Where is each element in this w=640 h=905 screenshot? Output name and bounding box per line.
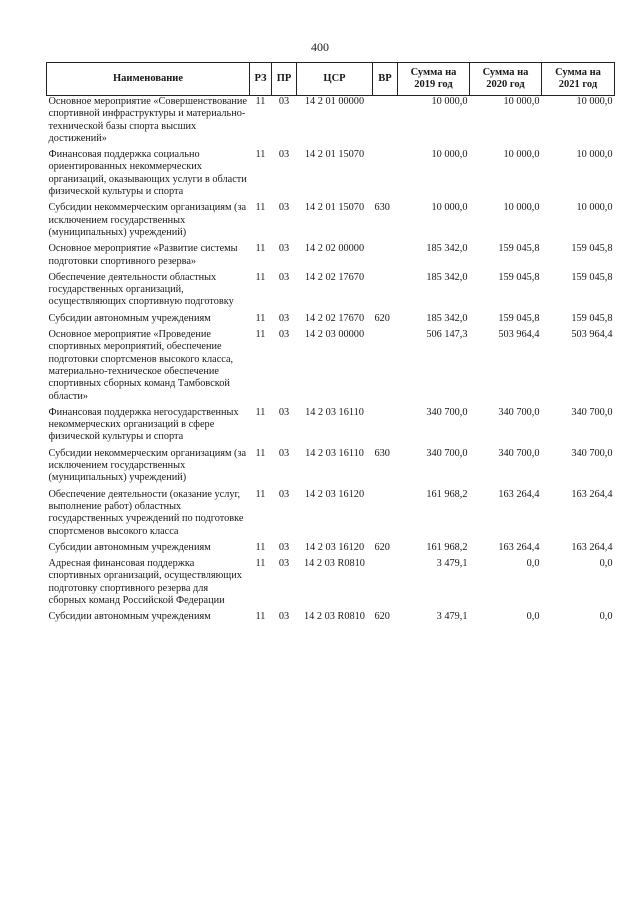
- row-name: Основное мероприятие «Проведение спортивных мероприятий, обеспечение подготовки спортсменов высокого класса, материально-техническое обеспечение спортивных сборных команд Тамбовской области»: [48, 329, 234, 402]
- row-rz: 11: [255, 202, 266, 214]
- row-sum-2021: 10 000,0: [576, 149, 613, 161]
- row-vr: [373, 149, 398, 202]
- row-sum-2020: 163 264,4: [498, 488, 540, 500]
- row-rz: 11: [255, 312, 266, 324]
- row-vr: 630: [374, 447, 390, 459]
- header-sum-2019: Сумма на 2019 год: [398, 63, 470, 96]
- row-csr: 14 2 01 15070: [304, 149, 365, 161]
- row-rz: 11: [255, 406, 266, 418]
- table-row: [47, 272, 615, 313]
- table-row: [47, 542, 615, 558]
- row-name: Субсидии некоммерческим организациям (за исключением государственных (муниципальных) учреждений): [48, 202, 247, 238]
- row-sum-2021: 340 700,0: [571, 447, 613, 459]
- row-sum-2020: 159 045,8: [498, 243, 540, 255]
- row-sum-2020: 159 045,8: [498, 312, 540, 324]
- row-csr: 14 2 01 15070: [304, 202, 365, 214]
- row-sum-2019: 185 342,0: [426, 312, 468, 324]
- table-row: [47, 611, 615, 627]
- row-sum-2021: 10 000,0: [576, 96, 613, 107]
- row-csr: 14 2 01 00000: [304, 96, 365, 107]
- row-rz: 11: [255, 271, 266, 283]
- row-vr: [373, 243, 398, 272]
- row-sum-2019: 340 700,0: [426, 406, 468, 418]
- table-row: [47, 407, 615, 448]
- row-sum-2019: 340 700,0: [426, 447, 468, 459]
- header-csr: ЦСР: [297, 63, 373, 96]
- row-vr: [373, 329, 398, 407]
- row-csr: 14 2 03 16120: [304, 488, 365, 500]
- row-sum-2019: 185 342,0: [426, 243, 468, 255]
- row-pr: 03: [278, 271, 290, 283]
- row-csr: 14 2 03 16110: [305, 447, 364, 459]
- row-sum-2019: 10 000,0: [431, 149, 468, 161]
- table-row: [47, 149, 615, 202]
- row-sum-2021: 159 045,8: [571, 243, 613, 255]
- row-pr: 03: [278, 488, 290, 500]
- row-sum-2019: 185 342,0: [426, 271, 468, 283]
- row-pr: 03: [278, 329, 290, 341]
- row-sum-2019: 506 147,3: [426, 329, 468, 341]
- row-name: Субсидии некоммерческим организациям (за исключением государственных (муниципальных) учреждений): [48, 447, 247, 484]
- table-row: [47, 448, 615, 489]
- row-sum-2021: 159 045,8: [571, 271, 613, 283]
- row-sum-2020: 10 000,0: [503, 96, 540, 107]
- row-rz: 11: [255, 488, 266, 500]
- row-sum-2020: 10 000,0: [503, 202, 540, 214]
- row-csr: 14 2 03 R0810: [304, 611, 365, 623]
- row-sum-2019: 161 968,2: [426, 541, 468, 553]
- row-sum-2021: 163 264,4: [571, 488, 613, 500]
- row-sum-2019: 161 968,2: [426, 488, 468, 500]
- row-pr: 03: [278, 541, 290, 553]
- row-name: Финансовая поддержка социально ориентированных некоммерческих организаций, оказывающих услуги в области физической культуры и спорта: [48, 149, 247, 198]
- row-csr: 14 2 03 16110: [305, 406, 364, 418]
- row-rz: 11: [255, 447, 266, 459]
- row-vr: [373, 96, 398, 150]
- row-pr: 03: [278, 406, 290, 418]
- row-sum-2020: 0,0: [526, 611, 540, 623]
- row-name: Субсидии автономным учреждениям: [48, 611, 211, 623]
- row-vr: [373, 272, 398, 313]
- row-vr: [373, 407, 398, 448]
- header-sum-2021: Сумма на 2021 год: [542, 63, 615, 96]
- row-sum-2020: 340 700,0: [498, 406, 540, 418]
- row-rz: 11: [255, 243, 266, 255]
- row-name: Обеспечение деятельности (оказание услуг, выполнение работ) областных государственных учреждений по подготовке спортсменов высокого класса: [48, 488, 244, 537]
- table-row: [47, 313, 615, 329]
- row-pr: 03: [278, 243, 290, 255]
- row-name: Адресная финансовая поддержка спортивных организаций, осуществляющих подготовку спортивного резерва для сборных команд Российской Федерации: [48, 558, 242, 606]
- header-pr: ПР: [272, 63, 297, 96]
- row-pr: 03: [278, 149, 290, 161]
- row-pr: 03: [278, 202, 290, 214]
- row-vr: 620: [374, 611, 390, 623]
- row-sum-2019: 3 479,1: [436, 611, 468, 623]
- header-vr: ВР: [373, 63, 398, 96]
- table-row: [47, 96, 615, 150]
- row-vr: [373, 489, 398, 542]
- row-rz: 11: [255, 96, 266, 107]
- row-sum-2020: 0,0: [526, 558, 540, 570]
- row-sum-2020: 163 264,4: [498, 541, 540, 553]
- table-row: [47, 329, 615, 407]
- page-number: 400: [311, 40, 329, 54]
- row-rz: 11: [255, 541, 266, 553]
- row-csr: 14 2 02 17670: [304, 312, 365, 324]
- row-pr: 03: [278, 447, 290, 459]
- header-sum-2020: Сумма на 2020 год: [470, 63, 542, 96]
- table-row: [47, 202, 615, 243]
- row-rz: 11: [255, 558, 266, 570]
- row-sum-2021: 340 700,0: [571, 406, 613, 418]
- row-sum-2020: 10 000,0: [503, 149, 540, 161]
- row-vr: 620: [374, 541, 390, 553]
- row-csr: 14 2 03 16120: [304, 541, 365, 553]
- budget-table: [46, 62, 615, 628]
- row-sum-2021: 0,0: [599, 558, 613, 570]
- row-name: Обеспечение деятельности областных государственных организаций, осуществляющих спортивную подготовку: [48, 271, 234, 308]
- table-row: [47, 558, 615, 611]
- row-sum-2021: 159 045,8: [571, 312, 613, 324]
- row-sum-2021: 163 264,4: [571, 541, 613, 553]
- header-rz: РЗ: [250, 63, 272, 96]
- row-name: Финансовая поддержка негосударственных некоммерческих организаций в сфере физической культуры и спорта: [48, 406, 239, 443]
- row-sum-2020: 340 700,0: [498, 447, 540, 459]
- row-sum-2019: 3 479,1: [436, 558, 468, 570]
- header-name: Наименование: [47, 63, 250, 96]
- row-sum-2021: 503 964,4: [571, 329, 613, 341]
- row-rz: 11: [255, 611, 266, 623]
- row-name: Субсидии автономным учреждениям: [48, 312, 211, 324]
- row-sum-2019: 10 000,0: [431, 96, 468, 107]
- row-vr: [373, 558, 398, 611]
- row-rz: 11: [255, 149, 266, 161]
- row-pr: 03: [278, 611, 290, 623]
- row-sum-2021: 0,0: [599, 611, 613, 623]
- table-header-row: [47, 63, 615, 96]
- row-vr: 630: [374, 202, 390, 214]
- row-pr: 03: [278, 312, 290, 324]
- row-sum-2020: 503 964,4: [498, 329, 540, 341]
- row-pr: 03: [278, 96, 290, 107]
- row-pr: 03: [278, 558, 290, 570]
- table-body: [47, 96, 615, 628]
- row-csr: 14 2 02 17670: [304, 271, 365, 283]
- row-sum-2020: 159 045,8: [498, 271, 540, 283]
- row-csr: 14 2 03 R0810: [304, 558, 365, 570]
- row-name: Основное мероприятие «Совершенствование спортивной инфраструктуры и материально-технической базы спорта высших достижений»: [48, 96, 247, 144]
- row-csr: 14 2 03 00000: [304, 329, 365, 341]
- row-name: Субсидии автономным учреждениям: [48, 541, 211, 553]
- row-name: Основное мероприятие «Развитие системы подготовки спортивного резерва»: [48, 243, 238, 267]
- row-csr: 14 2 02 00000: [304, 243, 365, 255]
- row-vr: 620: [374, 312, 390, 324]
- row-sum-2021: 10 000,0: [576, 202, 613, 214]
- row-rz: 11: [255, 329, 266, 341]
- table-row: [47, 243, 615, 272]
- table-row: [47, 489, 615, 542]
- row-sum-2019: 10 000,0: [431, 202, 468, 214]
